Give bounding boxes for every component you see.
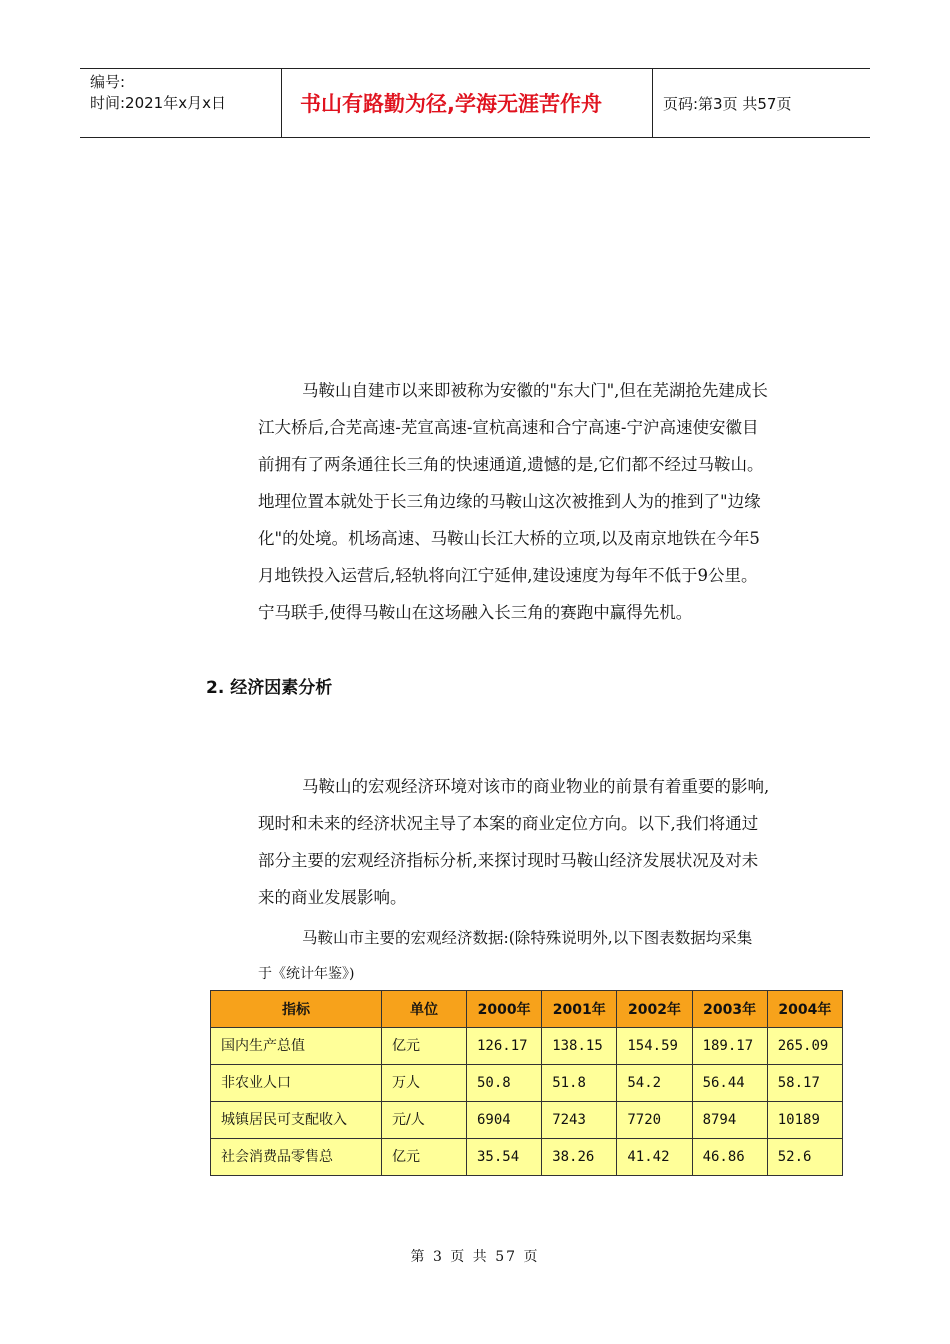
table-row (211, 1102, 843, 1139)
table-cell: 189.17 (692, 1028, 767, 1065)
column-header: 2004年 (767, 991, 842, 1028)
text-line: 马鞍山自建市以来即被称为安徽的"东大门",但在芜湖抢先建成长 (302, 381, 768, 400)
table-cell: 元/人 (382, 1102, 467, 1139)
header-motto: 书山有路勤为径,学海无涯苦作舟 (281, 69, 653, 137)
table-cell: 亿元 (382, 1028, 467, 1065)
column-header: 单位 (382, 991, 467, 1028)
header-meta (80, 69, 281, 137)
page-header (80, 68, 870, 138)
table-cell: 亿元 (382, 1139, 467, 1176)
table-row (211, 1139, 843, 1176)
table-cell: 万人 (382, 1065, 467, 1102)
date-label: 时间:2021年x月x日 (90, 94, 226, 112)
table-cell: 52.6 (767, 1139, 842, 1176)
table-cell: 58.17 (767, 1065, 842, 1102)
text-line: 于《统计年鉴》) (258, 966, 355, 982)
text-line: 宁马联手,使得马鞍山在这场融入长三角的赛跑中赢得先机。 (258, 603, 693, 622)
text-line: 地理位置本就处于长三角边缘的马鞍山这次被推到人为的推到了"边缘 (258, 492, 761, 511)
table-cell: 126.17 (467, 1028, 542, 1065)
table-cell: 7720 (617, 1102, 692, 1139)
column-header: 2002年 (617, 991, 692, 1028)
table-cell: 50.8 (467, 1065, 542, 1102)
table-row (211, 1028, 843, 1065)
table-cell: 46.86 (692, 1139, 767, 1176)
column-header: 2003年 (692, 991, 767, 1028)
table-cell: 非农业人口 (211, 1065, 382, 1102)
text-line: 部分主要的宏观经济指标分析,来探讨现时马鞍山经济发展状况及对未 (258, 851, 759, 870)
header-page-info: 页码:第3页 共57页 (663, 94, 792, 113)
table-cell: 社会消费品零售总 (211, 1139, 382, 1176)
table-cell: 154.59 (617, 1028, 692, 1065)
text-line: 月地铁投入运营后,轻轨将向江宁延伸,建设速度为每年不低于9公里。 (258, 566, 758, 585)
number-label: 编号: (90, 73, 126, 91)
column-header: 2001年 (542, 991, 617, 1028)
table-cell: 54.2 (617, 1065, 692, 1102)
table-cell: 56.44 (692, 1065, 767, 1102)
table-cell: 城镇居民可支配收入 (211, 1102, 382, 1139)
table-cell: 7243 (542, 1102, 617, 1139)
paragraph-location (258, 372, 838, 631)
table-cell: 38.26 (542, 1139, 617, 1176)
text-line: 前拥有了两条通往长三角的快速通道,遗憾的是,它们都不经过马鞍山。 (258, 455, 764, 474)
text-line: 化"的处境。机场高速、马鞍山长江大桥的立项,以及南京地铁在今年5 (258, 529, 760, 548)
table-cell: 51.8 (542, 1065, 617, 1102)
text-line: 现时和未来的经济状况主导了本案的商业定位方向。以下,我们将通过 (258, 814, 759, 833)
table-cell: 41.42 (617, 1139, 692, 1176)
column-header: 2000年 (467, 991, 542, 1028)
table-cell: 8794 (692, 1102, 767, 1139)
table-cell: 35.54 (467, 1139, 542, 1176)
table-cell: 265.09 (767, 1028, 842, 1065)
table-cell: 国内生产总值 (211, 1028, 382, 1065)
text-line: 马鞍山的宏观经济环境对该市的商业物业的前景有着重要的影响, (302, 777, 770, 796)
table-cell: 138.15 (542, 1028, 617, 1065)
paragraph-data-intro (258, 920, 838, 992)
table-row (211, 1065, 843, 1102)
paragraph-economy (258, 768, 838, 916)
page-footer: 第 3 页 共 57 页 (410, 1249, 540, 1265)
table-cell: 10189 (767, 1102, 842, 1139)
text-line: 来的商业发展影响。 (258, 888, 407, 907)
macro-economic-table (210, 990, 843, 1176)
text-line: 马鞍山市主要的宏观经济数据:(除特殊说明外,以下图表数据均采集 (302, 929, 753, 947)
section-heading: 2. 经济因素分析 (206, 678, 333, 698)
text-line: 江大桥后,合芜高速-芜宣高速-宣杭高速和合宁高速-宁沪高速使安徽目 (258, 418, 759, 437)
table-cell: 6904 (467, 1102, 542, 1139)
column-header: 指标 (211, 991, 382, 1028)
table-header-row (211, 991, 843, 1028)
